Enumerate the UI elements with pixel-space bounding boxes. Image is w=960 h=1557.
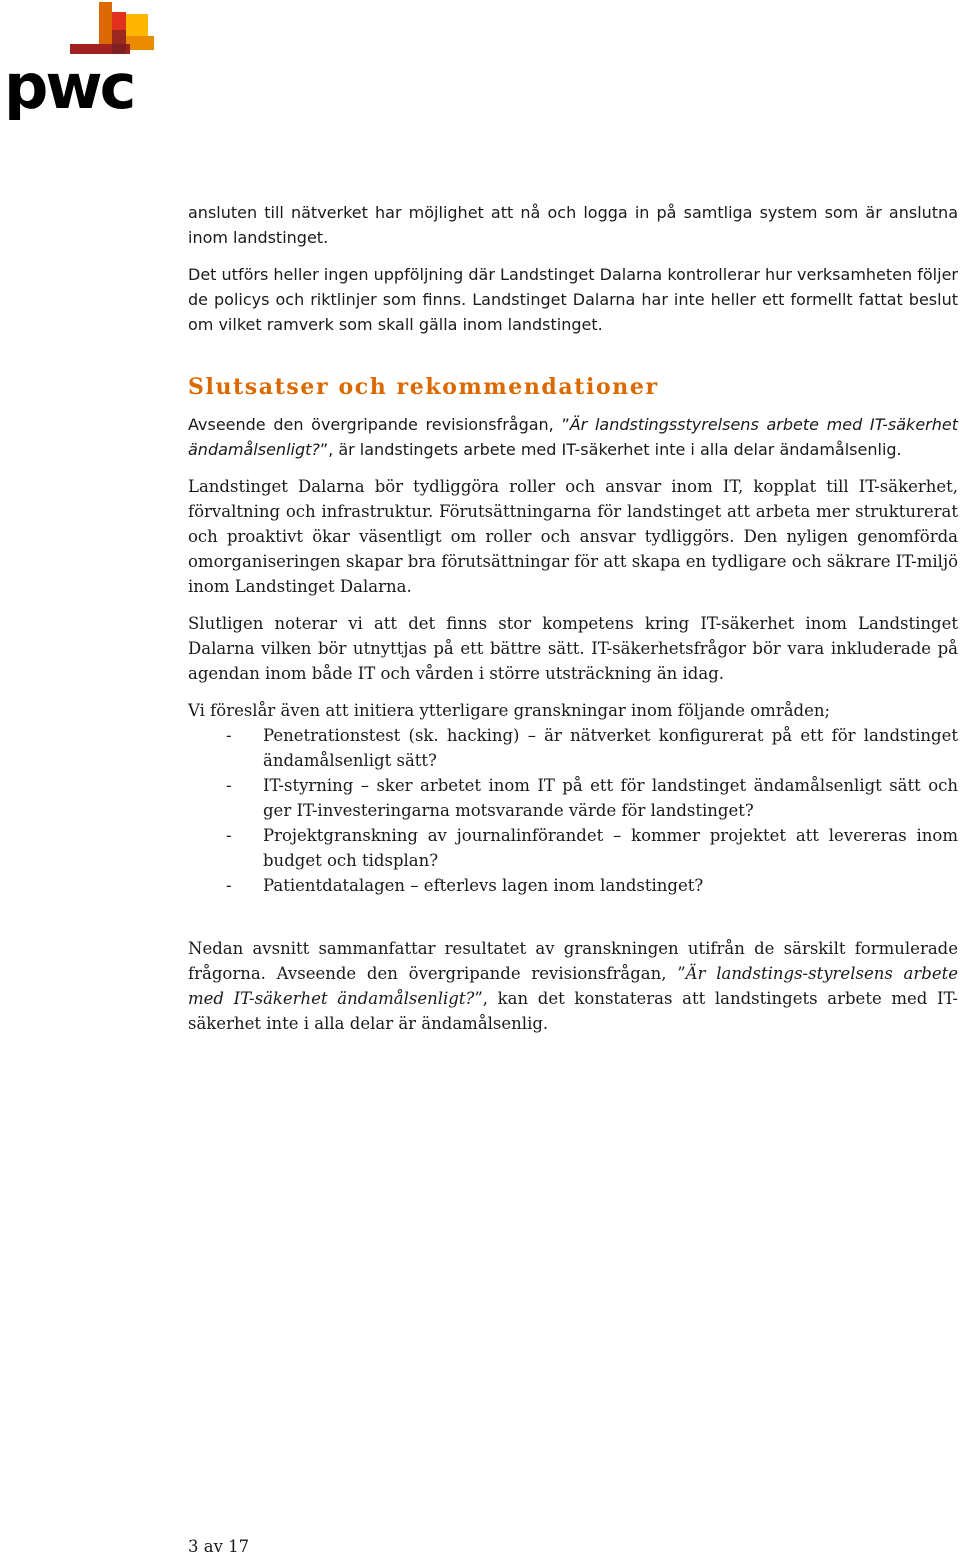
svg-text:pwc: pwc bbox=[4, 50, 134, 120]
page-number: 3 av 17 bbox=[188, 1537, 250, 1556]
list-item-text: Patientdatalagen – efterlevs lagen inom landstinget? bbox=[263, 876, 704, 895]
list-item bbox=[188, 873, 958, 898]
section-heading: Slutsatser och rekommendationer bbox=[188, 374, 659, 400]
summary-answer: ”, kan det konstateras att landstingets arbete med IT-säkerhet inte i alla delar är ändamålsenlig. bbox=[188, 989, 958, 1033]
paragraph-intro-continued: ansluten till nätverket har möjlighet att nå och logga in på samtliga system som är anslutna inom landstinget. bbox=[188, 203, 958, 247]
paragraph-main-question bbox=[188, 412, 958, 462]
question-quote: Är landstingsstyrelsens arbete med IT-säkerhet ändamålsenligt? bbox=[188, 415, 958, 459]
paragraph-summary bbox=[188, 936, 958, 1036]
list-dash: - bbox=[226, 876, 232, 895]
list-item-text: Projektgranskning av journalinförandet – kommer projektet att levereras inom budget och tidsplan? bbox=[263, 826, 958, 870]
summary-lead: Nedan avsnitt sammanfattar resultatet av granskningen utifrån de särskilt formulerade frågorna. Avseende den övergripande revisionsfrågan, ” bbox=[188, 939, 958, 983]
list-dash: - bbox=[226, 776, 232, 795]
pwc-logo-graphic bbox=[0, 0, 160, 120]
paragraph-followup: Det utförs heller ingen uppföljning där Landstinget Dalarna kontrollerar hur verksamheten följer de policys och riktlinjer som finns. Landstinget Dalarna har inte heller ett formellt fattat beslut om vilket ramverk som skall gälla inom landstinget. bbox=[188, 265, 958, 334]
paragraph-roles: Landstinget Dalarna bör tydliggöra roller och ansvar inom IT, kopplat till IT-säkerhet, förvaltning och infrastruktur. Förutsättningarna för landstinget att arbeta mer strukturerat och proaktivt ökar väsentligt om roller och ansvar tydliggörs. Den nyligen genomförda omorganiseringen skapar bra förutsättningar för att skapa en tydligare och säkrare IT-miljö inom Landstinget Dalarna. bbox=[188, 477, 958, 596]
question-lead: Avseende den övergripande revisionsfrågan, ” bbox=[188, 415, 570, 434]
list-dash: - bbox=[226, 826, 232, 845]
list-item bbox=[188, 823, 958, 873]
review-list bbox=[188, 723, 958, 898]
summary-quote: Är landstings-styrelsens arbete med IT-säkerhet ändamålsenligt? bbox=[188, 964, 958, 1008]
question-answer: ”, är landstingets arbete med IT-säkerhet inte i alla delar ändamålsenlig. bbox=[319, 440, 902, 459]
paragraph-competence: Slutligen noterar vi att det finns stor kompetens kring IT-säkerhet inom Landstinget Dalarna vilken bör utnyttjas på ett bättre sätt. IT-säkerhetsfrågor bör vara inkluderade på agendan inom både IT och vården i större utsträckning än idag. bbox=[188, 614, 958, 683]
list-item-text: IT-styrning – sker arbetet inom IT på ett för landstinget ändamålsenligt sätt och ger IT-investeringarna motsvarande värde för landstinget? bbox=[263, 776, 958, 820]
pwc-logo bbox=[0, 0, 160, 120]
list-item bbox=[188, 773, 958, 823]
page-content bbox=[188, 200, 958, 1036]
list-dash: - bbox=[226, 726, 232, 745]
list-item bbox=[188, 723, 958, 773]
paragraph-proposal: Vi föreslår även att initiera ytterligare granskningar inom följande områden; bbox=[188, 701, 831, 720]
list-item-text: Penetrationstest (sk. hacking) – är nätverket konfigurerat på ett för landstinget ändamålsenligt sätt? bbox=[263, 726, 958, 770]
